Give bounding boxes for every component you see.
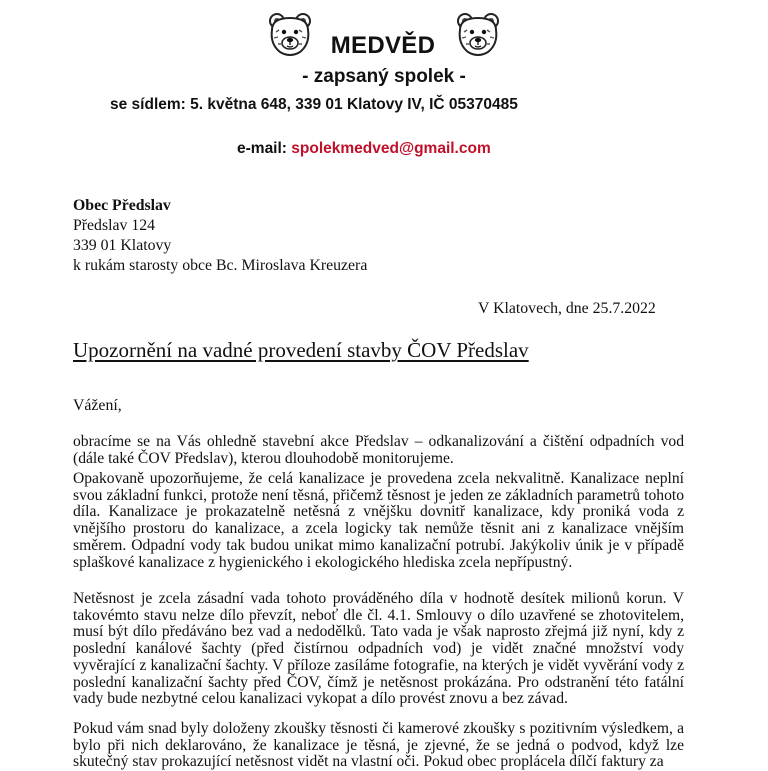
body-paragraph (73, 471, 684, 571)
recipient-attention: k rukám starosty obce Bc. Miroslava Kreuzera (73, 257, 368, 274)
bear-logo-right-icon (454, 10, 502, 58)
recipient-block (73, 196, 367, 276)
recipient-street: Předslav 124 (73, 217, 156, 234)
salutation: Vážení, (73, 397, 122, 414)
letter-subject: Upozornění na vadné provedení stavby ČOV Předslav (73, 338, 529, 362)
body-paragraph (73, 721, 684, 771)
org-address: se sídlem: 5. května 648, 339 01 Klatovy IV, IČ 05370485 (110, 96, 518, 113)
paragraph-text: Opakovaně upozorňujeme, že celá kanalizace je provedena zcela nekvalitně. Kanalizace neplní svou základní funkci, protože není těsná, přičemž těsnost je jeden ze základních parametrů tohoto díla. Kanalizace je prokazatelně netěsná z vnějšku dovnitř kanalizace, kdy proniká voda z vnějšího prostoru do kanalizace, a zcela logicky tak nemůže těsnit ani z kanalizace vnějším směrem. Odpadní vody tak budou unikat mimo kanalizační potrubí. Jakýkoliv únik je v případě splaškové kanalizace z hygienického i ekologického hlediska zcela nepřípustný. (73, 470, 684, 571)
body-paragraph (73, 434, 684, 467)
email-link[interactable]: spolekmedved@gmail.com (291, 140, 491, 157)
body-paragraph (73, 591, 684, 708)
recipient-name: Obec Předslav (73, 197, 171, 214)
paragraph-text: obracíme se na Vás ohledně stavební akce Předslav – odkanalizování a čištění odpadních vod (dále také ČOV Předslav), kterou dlouhodobě monitorujeme. (73, 433, 684, 467)
org-email-line (237, 140, 637, 158)
recipient-city: 339 01 Klatovy (73, 237, 172, 254)
paragraph-text: Netěsnost je zcela zásadní vada tohoto prováděného díla v hodnotě desítek milionů korun. V takovémto stavu nelze dílo převzít, neboť dle čl. 4.1. Smlouvy o dílo uzavřené se zhotovitelem, musí být dílo předáváno bez vad a nedodělků. Tato vada je však naprosto zřejmá již nyní, kdy z poslední kanálové šachty (před čistírnou odpadních vod) je vidět značné množství vody vyvěrající z kanalizační šachty. V příloze zasíláme fotografie, na kterých je vidět vyvěrání vody z poslední kanalizační šachty před ČOV, čímž je netěsnost prokázána. Pro odstranění této fatální vady bude nezbytné celou kanalizaci vykopat a dílo provést znovu a bez závad. (73, 590, 684, 708)
paragraph-text: Pokud vám snad byly doloženy zkoušky těsnosti či kamerové zkoušky s pozitivním výsledkem, a bylo při nich deklarováno, že kanalizace je těsná, je zjevné, že se jedná o podvod, když lze skutečný stav prokazující netěsnost vidět na vlastní oči. Pokud obec proplácela dílčí faktury za (73, 720, 684, 771)
org-subtitle: - zapsaný spolek - (302, 66, 466, 87)
date-line: V Klatovech, dne 25.7.2022 (478, 300, 656, 317)
org-name: MEDVĚD (330, 32, 436, 59)
email-label: e-mail: (237, 140, 287, 157)
bear-logo-left-icon (266, 10, 314, 58)
